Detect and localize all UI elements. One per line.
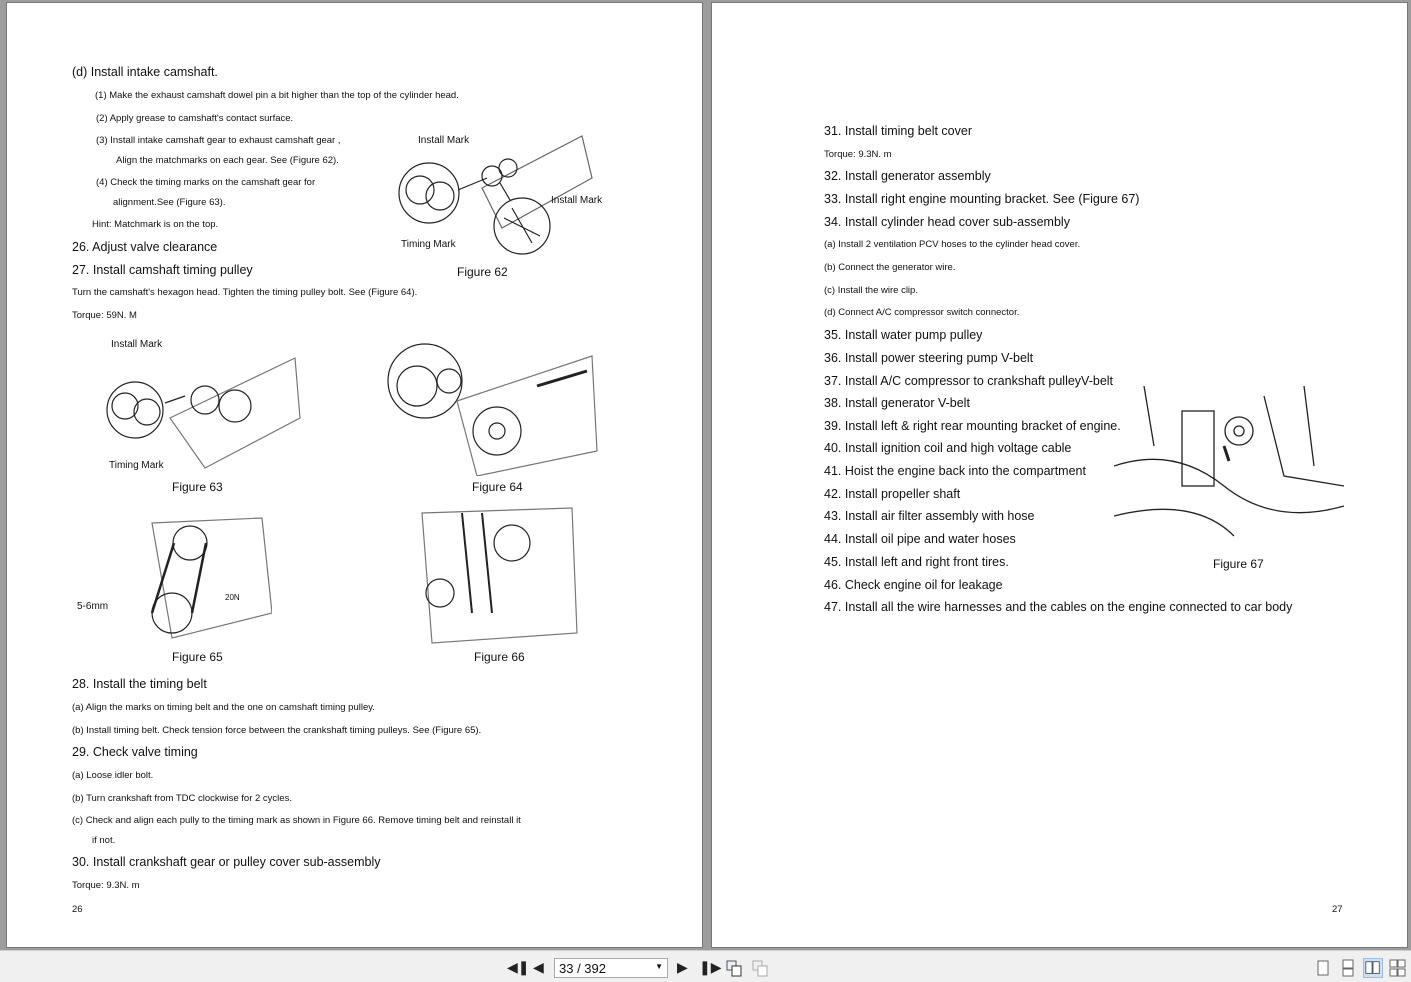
figure-65-caption: Figure 65: [172, 650, 223, 664]
right-page: [711, 2, 1408, 948]
step-text: (3) Install intake camshaft gear to exhaust camshaft gear ,: [96, 135, 341, 146]
figure-66-caption: Figure 66: [474, 650, 525, 664]
step-text: (b) Turn crankshaft from TDC clockwise for 2 cycles.: [72, 793, 292, 804]
step-heading: 26. Adjust valve clearance: [72, 240, 218, 254]
timing-mark-label: Timing Mark: [401, 239, 456, 250]
figure-63-image: [105, 348, 305, 473]
step-heading: (d) Install intake camshaft.: [72, 65, 218, 79]
step-heading: 33. Install right engine mounting bracket. See (Figure 67): [824, 192, 1140, 206]
bottom-toolbar: [0, 950, 1411, 982]
step-heading: 37. Install A/C compressor to crankshaft pulleyV-belt: [824, 374, 1114, 388]
step-heading: 31. Install timing belt cover: [824, 124, 972, 138]
last-page-button[interactable]: ❚▶: [699, 959, 722, 975]
next-page-button[interactable]: ▶: [677, 959, 688, 975]
step-heading: 39. Install left & right rear mounting bracket of engine.: [824, 419, 1121, 433]
step-heading: 36. Install power steering pump V-belt: [824, 351, 1034, 365]
page-number: 27: [1332, 904, 1343, 915]
step-heading: 29. Check valve timing: [72, 745, 198, 759]
step-heading: 30. Install crankshaft gear or pulley cover sub-assembly: [72, 855, 381, 869]
two-page-continuous-view-icon[interactable]: [1388, 958, 1408, 978]
step-text: (c) Check and align each pully to the timing mark as shown in Figure 66. Remove timing belt and reinstall it: [72, 815, 521, 826]
step-heading: 35. Install water pump pulley: [824, 328, 983, 342]
step-text: (b) Connect the generator wire.: [824, 262, 956, 273]
install-mark-label: Install Mark: [551, 195, 603, 206]
gap-label: 5-6mm: [77, 601, 109, 612]
step-text: (2) Apply grease to camshaft's contact surface.: [96, 113, 294, 124]
step-text: (a) Align the marks on timing belt and the one on camshaft timing pulley.: [72, 702, 375, 713]
step-heading: 32. Install generator assembly: [824, 169, 991, 183]
dropdown-icon[interactable]: ▼: [655, 962, 663, 971]
page-number-value: 33 / 392: [559, 961, 606, 976]
figure-65-image: [112, 513, 272, 643]
figure-63-caption: Figure 63: [172, 480, 223, 494]
previous-page-button[interactable]: ◀: [533, 959, 544, 975]
page-number: 26: [72, 904, 83, 915]
torque-text: Torque: 59N. M: [72, 310, 137, 321]
step-heading: 28. Install the timing belt: [72, 677, 207, 691]
install-mark-label: Install Mark: [418, 135, 470, 146]
step-text: alignment.See (Figure 63).: [113, 197, 226, 208]
step-heading: 40. Install ignition coil and high voltage cable: [824, 441, 1072, 455]
install-mark-label: Install Mark: [111, 339, 163, 350]
step-text: (a) Loose idler bolt.: [72, 770, 154, 781]
step-heading: 44. Install oil pipe and water hoses: [824, 532, 1016, 546]
first-page-button[interactable]: ◀❚: [507, 959, 530, 975]
figure-66-image: [402, 503, 582, 648]
step-text: (4) Check the timing marks on the camshaft gear for: [96, 177, 316, 188]
left-page: [6, 2, 703, 948]
two-page-view-icon[interactable]: [1363, 958, 1383, 978]
next-view-icon[interactable]: [750, 958, 770, 978]
step-text: (d) Connect A/C compressor switch connector.: [824, 307, 1020, 318]
step-text: (1) Make the exhaust camshaft dowel pin a bit higher than the top of the cylinder head.: [95, 90, 459, 101]
step-text: Torque: 9.3N. m: [824, 149, 892, 160]
step-text: Turn the camshaft's hexagon head. Tighten the timing pulley bolt. See (Figure 64).: [72, 287, 418, 298]
step-heading: 43. Install air filter assembly with hose: [824, 509, 1035, 523]
step-heading: 45. Install left and right front tires.: [824, 555, 1009, 569]
step-heading: 47. Install all the wire harnesses and the cables on the engine connected to car body: [824, 600, 1293, 614]
single-page-view-icon[interactable]: [1313, 958, 1333, 978]
figure-62-caption: Figure 62: [457, 265, 508, 279]
step-heading: 46. Check engine oil for leakage: [824, 578, 1003, 592]
page-number-field[interactable]: [554, 958, 668, 978]
figure-64-caption: Figure 64: [472, 480, 523, 494]
step-heading: 41. Hoist the engine back into the compartment: [824, 464, 1086, 478]
step-heading: 34. Install cylinder head cover sub-assembly: [824, 215, 1070, 229]
torque-text: Torque: 9.3N. m: [72, 880, 140, 891]
step-heading: 27. Install camshaft timing pulley: [72, 263, 253, 277]
step-text: if not.: [92, 835, 116, 846]
force-label: 20N: [225, 593, 240, 602]
timing-mark-label: Timing Mark: [109, 460, 164, 471]
step-text: Align the matchmarks on each gear. See (Figure 62).: [116, 155, 339, 166]
hint-text: Hint: Matchmark is on the top.: [92, 219, 219, 230]
step-heading: 42. Install propeller shaft: [824, 487, 961, 501]
step-text: (b) Install timing belt. Check tension force between the crankshaft timing pulleys. See (Figure 65).: [72, 725, 482, 736]
previous-view-icon[interactable]: [724, 958, 744, 978]
figure-64-image: [387, 341, 602, 476]
step-text: (a) Install 2 ventilation PCV hoses to the cylinder head cover.: [824, 239, 1081, 250]
continuous-view-icon[interactable]: [1338, 958, 1358, 978]
figure-67-image: [1114, 386, 1344, 546]
figure-67-caption: Figure 67: [1213, 557, 1264, 571]
step-text: (c) Install the wire clip.: [824, 285, 918, 296]
step-heading: 38. Install generator V-belt: [824, 396, 970, 410]
